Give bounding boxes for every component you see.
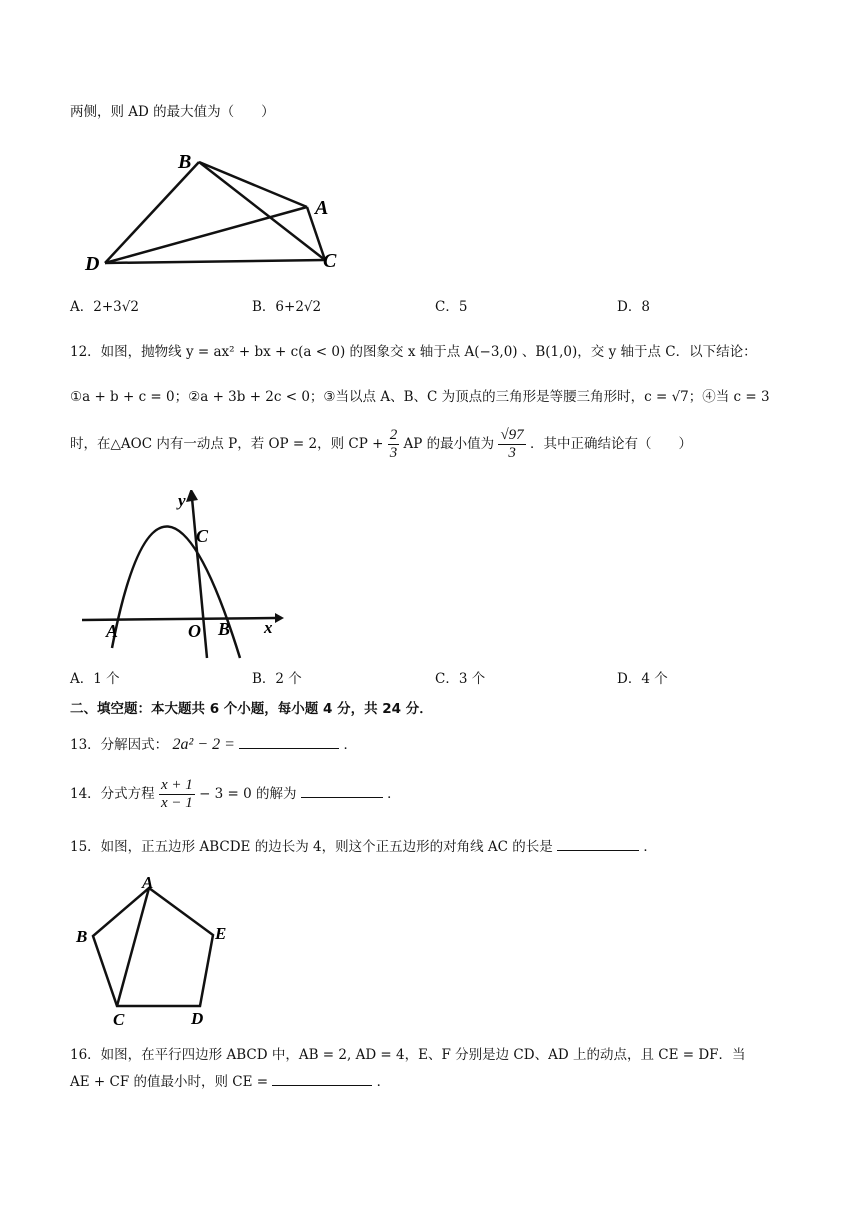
q13-pre: 13．分解因式： [70, 737, 169, 753]
q12-frac2-numerator: √97 [500, 427, 524, 443]
q12-option-d: D．4 个 [617, 671, 668, 687]
q12-frac2-denominator: 3 [508, 445, 516, 461]
section-2-heading: 二、填空题：本大题共 6 个小题，每小题 4 分，共 24 分． [70, 701, 433, 717]
q12-fraction-sqrt97-3 [498, 427, 525, 462]
q14-frac-denominator: x − 1 [160, 795, 193, 811]
q11-label-c: C [323, 250, 337, 272]
q15-text: 15．如图，正五边形 ABCDE 的边长为 4，则这个正五边形的对角线 AC 的长是 [70, 839, 553, 855]
q14-mid: − 3 = 0 的解为 [199, 786, 297, 802]
q12-option-c: C．3 个 [435, 671, 486, 687]
q11-label-d: D [85, 253, 100, 275]
q12-label-x: x [264, 618, 273, 637]
q11-option-a: A．2+3√2 [70, 299, 139, 315]
q15-label-a: A [142, 873, 154, 892]
q12-line-3 [70, 427, 692, 462]
q16-line-1: 16．如图，在平行四边形 ABCD 中，AB = 2, AD = 4，E、F 分别是边 CD、AD 上的动点，且 CE = DF．当 [70, 1047, 746, 1063]
q12-line-3-pre: 时，在△AOC 内有一动点 P，若 OP = 2，则 CP + [70, 436, 384, 452]
q12-frac1-denominator: 3 [389, 445, 398, 461]
q13-expression: 2a² − 2 = [172, 736, 235, 753]
q12-line-3-post: ．其中正确结论有（ ） [529, 436, 692, 452]
q12-parabola-figure [70, 490, 290, 665]
q15-post: ． [643, 839, 657, 855]
q12-label-a: A [106, 621, 119, 641]
q12-label-c: C [196, 526, 209, 546]
q15-label-c: C [113, 1010, 125, 1029]
q14-frac-numerator: x + 1 [160, 777, 193, 793]
q16-answer-blank [272, 1085, 372, 1086]
q16-line-2-pre: AE + CF 的值最小时，则 CE = [70, 1074, 269, 1090]
q12-line-3-mid: AP 的最小值为 [403, 436, 495, 452]
q12-line-1: 12．如图，抛物线 y = ax² + bx + c(a < 0) 的图象交 x 轴于点 A(−3,0) 、B(1,0)，交 y 轴于点 C．以下结论： [70, 344, 757, 360]
q15-line [70, 835, 657, 855]
q12-label-y: y [178, 491, 186, 510]
q11-option-c: C．5 [435, 299, 468, 315]
q11-quadrilateral-figure [75, 140, 355, 275]
q14-pre: 14．分式方程 [70, 786, 155, 802]
q15-label-e: E [215, 924, 227, 943]
q12-line-2: ①a + b + c = 0；②a + 3b + 2c < 0；③当以点 A、B、C 为顶点的三角形是等腰三角形时，c = √7；④当 c = 3 [70, 389, 770, 405]
q16-line-2 [70, 1070, 390, 1090]
q12-label-o: O [188, 621, 201, 641]
q14-answer-blank [301, 797, 383, 798]
q12-option-b: B．2 个 [252, 671, 302, 687]
q15-pentagon-figure [70, 872, 250, 1030]
q12-label-b: B [218, 619, 231, 639]
q15-label-b: B [76, 927, 88, 946]
q14-post: ． [387, 786, 401, 802]
q13-line [70, 733, 357, 754]
q16-line-2-post: ． [376, 1074, 391, 1090]
q15-answer-blank [557, 850, 639, 851]
q14-fraction [159, 777, 195, 812]
q11-tail-text: 两侧，则 AD 的最大值为（ ） [70, 104, 275, 120]
q11-option-d: D．8 [617, 299, 650, 315]
q11-label-a: A [315, 197, 329, 219]
q13-post: ． [343, 737, 357, 753]
q12-fraction-2-3 [388, 427, 400, 462]
q12-option-a: A．1 个 [70, 671, 120, 687]
q13-answer-blank [239, 748, 339, 749]
q11-option-b: B．6+2√2 [252, 299, 322, 315]
q12-frac1-numerator: 2 [389, 427, 398, 443]
q14-line [70, 777, 401, 812]
q15-label-d: D [191, 1009, 204, 1028]
q11-label-b: B [178, 151, 192, 173]
